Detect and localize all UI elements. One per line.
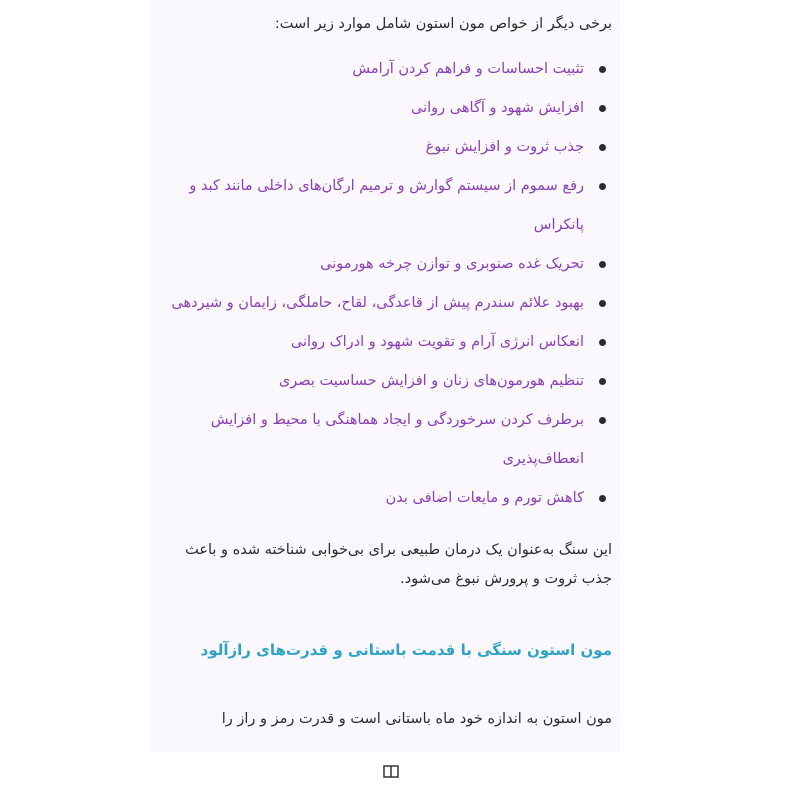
list-item bbox=[158, 128, 584, 167]
list-item bbox=[158, 284, 612, 323]
list-item-text: کاهش تورم و مایعات اضافی بدن bbox=[385, 490, 584, 506]
bullet-dot bbox=[599, 378, 606, 385]
list-item-text: تنظیم هورمون‌های زنان و افزایش حساسیت بصری bbox=[278, 373, 584, 389]
list-item-text: رفع سموم از سیستم گوارش و ترمیم ارگان‌های داخلی مانند کبد و پانکراس bbox=[189, 178, 584, 233]
list-item-text: انعکاس انرژی آرام و تقویت شهود و ادراک روانی bbox=[290, 334, 584, 350]
list-item bbox=[158, 479, 584, 518]
body-paragraph-2: مون استون به اندازه خود ماه باستانی است و قدرت رمز و راز را bbox=[221, 711, 612, 727]
list-item bbox=[158, 50, 584, 89]
book-icon[interactable] bbox=[383, 765, 399, 778]
bullet-dot bbox=[599, 183, 606, 190]
bullet-dot bbox=[599, 300, 606, 307]
list-item-text: تثبیت احساسات و فراهم کردن آرامش bbox=[352, 61, 584, 77]
list-item-text: تحریک غده صنوبری و توازن چرخه هورمونی bbox=[320, 256, 584, 272]
section-heading: مون استون سنگی با قدمت باستانی و قدرت‌های رازآلود bbox=[200, 641, 612, 659]
list-item-text: برطرف کردن سرخوردگی و ایجاد هماهنگی با محیط و افزایش انعطاف‌پذیری bbox=[210, 412, 584, 467]
bullet-dot bbox=[599, 417, 606, 424]
bullet-dot bbox=[599, 105, 606, 112]
properties-list bbox=[158, 50, 612, 518]
bullet-dot bbox=[599, 144, 606, 151]
list-item bbox=[158, 89, 584, 128]
list-item bbox=[158, 167, 612, 245]
list-item-text: بهبود علائم سندرم پیش از قاعدگی، لقاح، حاملگی، زایمان و شیردهی bbox=[171, 295, 584, 311]
list-item-text: جذب ثروت و افزایش نبوغ bbox=[425, 139, 584, 155]
intro-text: برخی دیگر از خواص مون استون شامل موارد زیر است: bbox=[274, 16, 612, 32]
bullet-dot bbox=[599, 66, 606, 73]
bullet-dot bbox=[599, 339, 606, 346]
bullet-dot bbox=[599, 261, 606, 268]
bullet-dot bbox=[599, 495, 606, 502]
list-item bbox=[158, 245, 584, 284]
list-item bbox=[158, 362, 584, 401]
body-paragraph: این سنگ به‌عنوان یک درمان طبیعی برای بی‌خوابی شناخته شده و باعث جذب ثروت و پرورش نبوغ می‌شود. bbox=[185, 542, 612, 587]
list-item bbox=[158, 323, 584, 362]
list-item bbox=[158, 401, 612, 479]
article-content bbox=[150, 0, 620, 752]
list-item-text: افزایش شهود و آگاهی روانی bbox=[411, 100, 584, 116]
